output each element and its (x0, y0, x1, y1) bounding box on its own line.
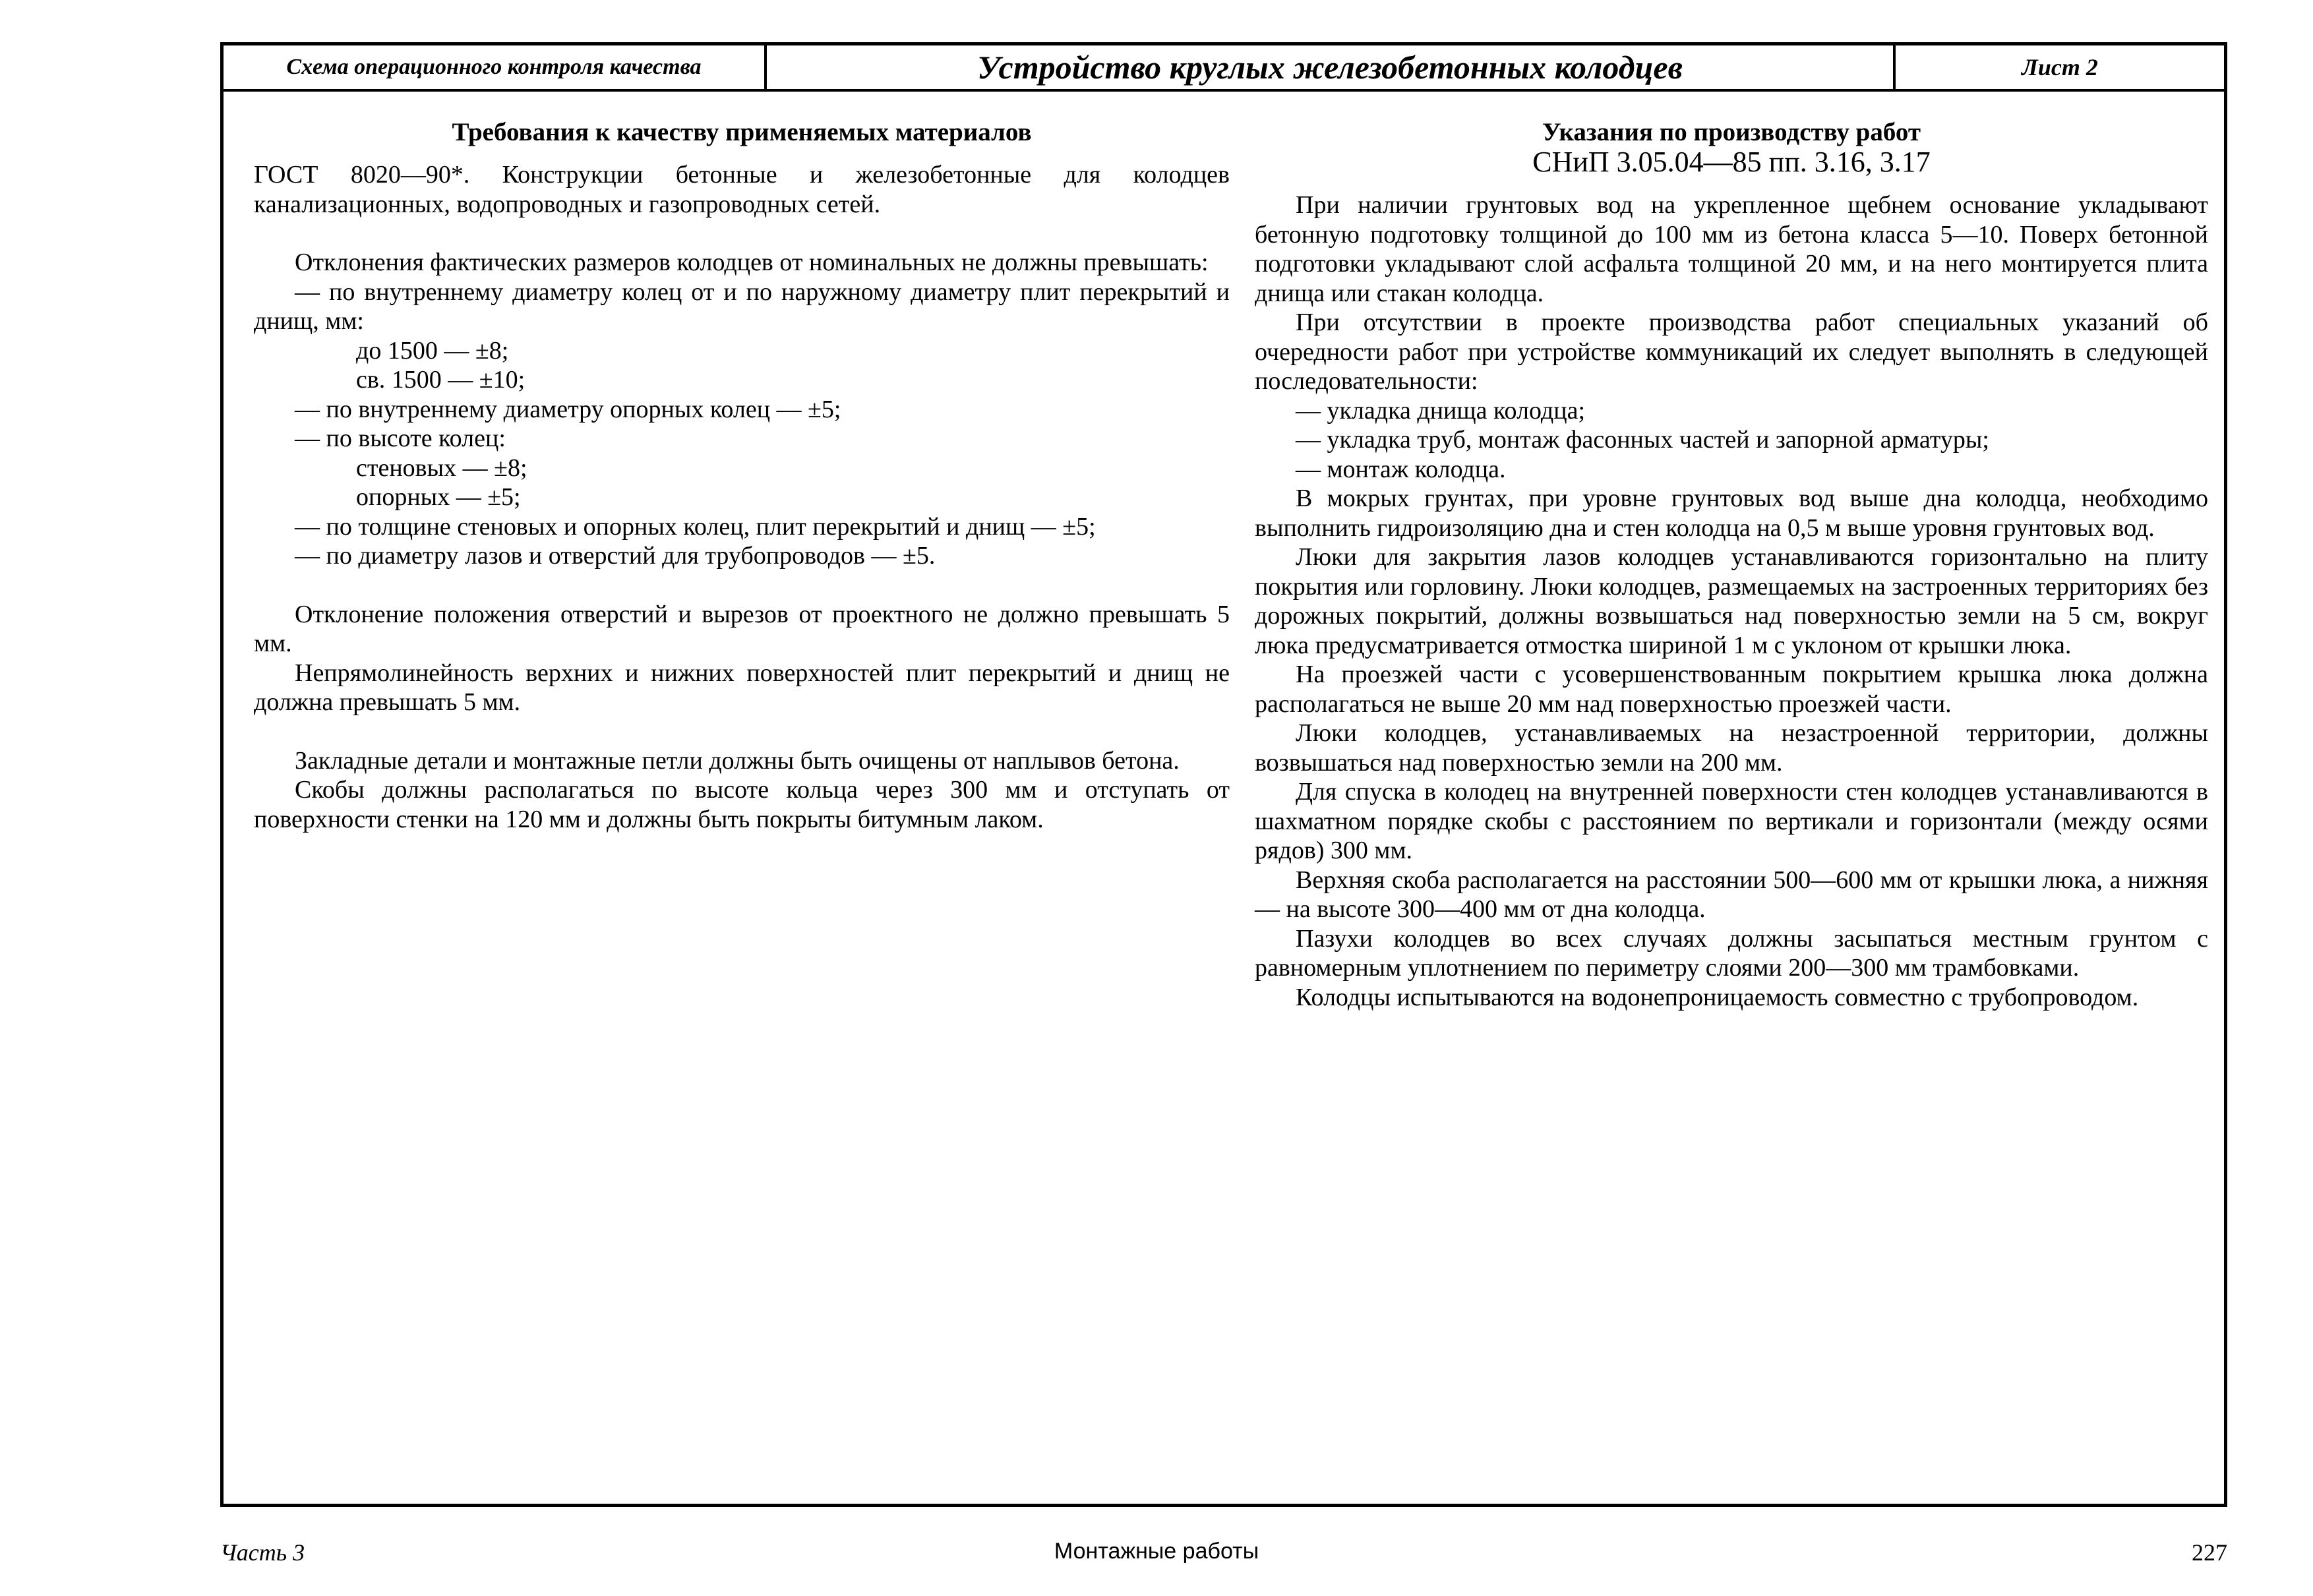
brackets-paragraph: Скобы должны располагаться по высоте кольца через 300 мм и отступать от поверхности стенки на 120 мм и должны быть покрыты битумным лаком. (254, 776, 1230, 833)
snip-reference: СНиП 3.05.04—85 пп. 3.16, 3.17 (1532, 146, 1931, 178)
sequence-paragraph: При отсутствии в проекте производства работ специальных указаний об очередности работ при устройстве коммуникаций их следует выполнять в следующей последовательности: (1255, 309, 2208, 395)
deviation-up-to-1500: до 1500 — ±8; (356, 336, 509, 365)
sequence-step-2: — укладка труб, монтаж фасонных частей и запорной арматуры; (1296, 426, 1989, 454)
title-block (224, 45, 2224, 92)
ladder-brackets-paragraph: Для спуска в колодец на внутренней поверхности стен колодцев устанавливаются в шахматном порядке скобы с расстоянием по вертикали и горизонтали (между осями рядов) 300 мм. (1255, 778, 2208, 864)
materials-column (254, 118, 1230, 834)
sequence-step-1: — укладка днища колодца; (1296, 396, 1586, 425)
deviation-thickness: — по толщине стеновых и опорных колец, плит перекрытий и днищ — ±5; (295, 512, 1096, 541)
footer-part: Часть 3 (220, 1539, 305, 1566)
deviation-over-1500: св. 1500 — ±10; (356, 366, 526, 394)
page-number: 227 (2192, 1539, 2227, 1566)
groundwater-paragraph: При наличии грунтовых вод на укрепленное щебнем основание укладывают бетонную подготовку толщиной до 100 мм из бетона класса 5—10. Поверх бетонной подготовки укладывают слой асфальта толщиной 20 мм, и на него монтируется плита днища или стакан колодца. (1255, 191, 2208, 307)
deviation-wall-rings: стеновых — ±8; (356, 454, 527, 482)
instructions-heading: Указания по производству работ (1542, 118, 1921, 146)
instructions-column (1255, 118, 2208, 1012)
testing-paragraph: Колодцы испытываются на водонепроницаемость совместно с трубопроводом. (1296, 983, 2139, 1011)
sheet-number: Лист 2 (2022, 54, 2098, 80)
roadway-paragraph: На проезжей части с усовершенствованным покрытием крышка люка должна располагаться не выше 20 мм над поверхностью проезжей части. (1255, 661, 2208, 718)
deviations-intro: Отклонения фактических размеров колодцев от номинальных не должны превышать: (295, 249, 1209, 276)
bracket-positions-paragraph: Верхняя скоба располагается на расстоянии 500—600 мм от крышки люка, а нижняя — на высоте 300—400 мм от дна колодца. (1255, 866, 2208, 923)
embedded-parts-paragraph: Закладные детали и монтажные петли должны быть очищены от наплывов бетона. (295, 746, 1180, 775)
deviation-support-height: опорных — ±5; (356, 483, 521, 511)
backfill-paragraph: Пазухи колодцев во всех случаях должны засыпаться местным грунтом с равномерным уплотнением по периметру слоями 200—300 мм трамбовками. (1255, 924, 2208, 982)
holes-paragraph: Отклонение положения отверстий и вырезов от проектного не должно превышать 5 мм. (254, 600, 1230, 657)
deviation-inner-diameter: — по внутреннему диаметру колец от и по наружному диаметру плит перекрытий и днищ, мм: (254, 278, 1230, 335)
deviation-ring-height: — по высоте колец: (295, 425, 506, 452)
footer-section: Монтажные работы (1054, 1539, 1259, 1564)
sequence-step-3: — монтаж колодца. (1296, 455, 1506, 483)
deviation-hatch-diameter: — по диаметру лазов и отверстий для трубопроводов — ±5. (295, 542, 936, 570)
gost-paragraph: ГОСТ 8020—90*. Конструкции бетонные и железобетонные для колодцев канализационных, водопроводных и газопроводных сетей. (254, 161, 1230, 218)
document-title: Устройство круглых железобетонных колодцев (767, 45, 1896, 89)
straightness-paragraph: Непрямолинейность верхних и нижних поверхностей плит перекрытий и днищ не должна превышать 5 мм. (254, 659, 1230, 716)
hatches-paragraph: Люки для закрытия лазов колодцев устанавливаются горизонтально на плиту покрытия или горловину. Люки колодцев, размещаемых на застроенных территориях без дорожных покрытий, должны возвышаться над поверхностью земли на 5 см, вокруг люка предусматривается отмостка шириной 1 м с уклоном от крышки люка. (1255, 543, 2208, 659)
deviation-support-rings: — по внутреннему диаметру опорных колец — ±5; (295, 395, 841, 423)
materials-heading: Требования к качеству применяемых материалов (452, 118, 1032, 146)
undeveloped-area-paragraph: Люки колодцев, устанавливаемых на незастроенной территории, должны возвышаться над поверхностью земли на 200 мм. (1255, 719, 2208, 777)
waterproofing-paragraph: В мокрых грунтах, при уровне грунтовых вод выше дна колодца, необходимо выполнить гидроизоляцию дна и стен колодца на 0,5 м выше уровня грунтовых вод. (1255, 485, 2208, 542)
page-frame (220, 42, 2227, 1507)
scheme-label: Схема операционного контроля качества (224, 45, 767, 89)
